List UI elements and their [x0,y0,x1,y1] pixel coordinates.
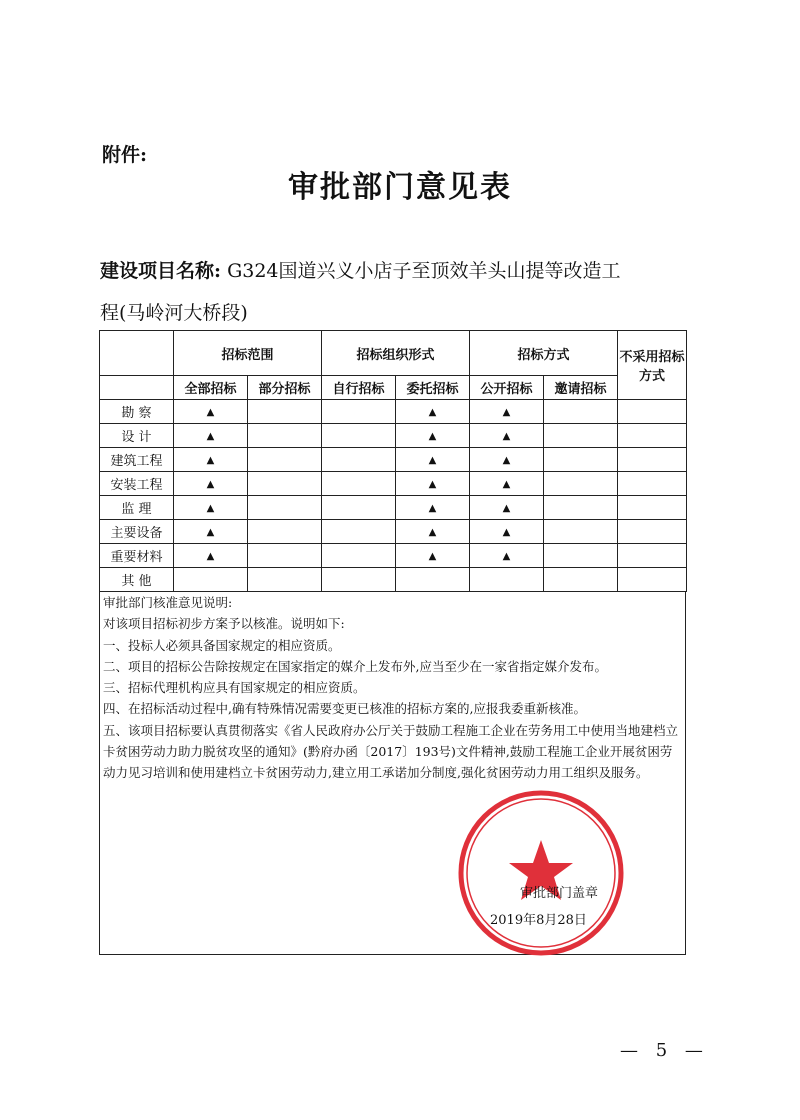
page-title: 审批部门意见表 [288,170,512,205]
empty-cell [470,568,544,592]
table-row [100,520,687,544]
triangle-icon: ▲ [206,407,215,418]
empty-cell [322,424,396,448]
triangle-icon: ▲ [206,527,215,538]
table-row [100,544,687,568]
empty-cell [248,496,322,520]
triangle-mark-cell [396,520,470,544]
notes-line: 二、项目的招标公告除按规定在国家指定的媒介上发布外,应当至少在一家省指定媒介发布。 [103,658,607,674]
seal-label: 审批部门盖章 [520,886,599,901]
notes-line: 一、投标人必须具备国家规定的相应资质。 [103,637,341,653]
project-name-line1: G324国道兴义小店子至顶效羊头山提等改造工 [227,260,621,282]
empty-cell [544,544,618,568]
row-label: 建筑工程 [100,448,174,472]
empty-cell [248,424,322,448]
empty-cell [544,472,618,496]
row-label: 其 他 [100,568,174,592]
triangle-icon: ▲ [206,503,215,514]
triangle-mark-cell [174,544,248,568]
notes-line: 三、招标代理机构应具有国家规定的相应资质。 [103,680,366,696]
empty-cell [248,568,322,592]
triangle-icon: ▲ [428,551,437,562]
approval-notes [103,592,681,784]
triangle-mark-cell [470,400,544,424]
table-row [100,448,687,472]
triangle-mark-cell [470,544,544,568]
empty-cell [544,496,618,520]
notes-line: 五、该项目招标要认真贯彻落实《省人民政府办公厅关于鼓励工程施工企业在劳务用工中使用当地建档立卡贫困劳动力助力脱贫攻坚的通知》(黔府办函〔2017〕193号)文件精神,鼓励工程施工企业开展贫困劳动力见习培训和使用建档立卡贫困劳动力,建立用工承诺加分制度,强化贫困劳动力用工组织及服务。 [103,722,679,781]
table-subheader-row [100,376,687,400]
subheader-cell: 自行招标 [322,376,396,400]
empty-cell [544,568,618,592]
row-label: 监 理 [100,496,174,520]
triangle-icon: ▲ [206,431,215,442]
triangle-mark-cell [174,448,248,472]
official-seal [456,788,626,958]
project-label: 建设项目名称: [100,260,222,282]
table-row [100,568,687,592]
triangle-mark-cell [174,472,248,496]
empty-cell [322,448,396,472]
attachment-label: 附件: [102,144,148,166]
row-label: 安装工程 [100,472,174,496]
project-name [100,250,720,334]
empty-cell [618,496,687,520]
triangle-mark-cell [396,496,470,520]
subheader-cell: 委托招标 [396,376,470,400]
tender-table [99,330,687,592]
empty-cell [618,424,687,448]
triangle-mark-cell [396,544,470,568]
table-row [100,496,687,520]
triangle-icon: ▲ [206,479,215,490]
empty-cell [544,448,618,472]
empty-cell [396,568,470,592]
empty-cell [322,544,396,568]
header-scope: 招标范围 [174,331,322,376]
empty-cell [618,544,687,568]
header-method: 招标方式 [470,331,618,376]
triangle-icon: ▲ [502,455,511,466]
triangle-mark-cell [396,472,470,496]
subheader-cell: 公开招标 [470,376,544,400]
triangle-icon: ▲ [502,503,511,514]
row-label: 勘 察 [100,400,174,424]
empty-cell [174,568,248,592]
triangle-mark-cell [470,520,544,544]
triangle-icon: ▲ [502,527,511,538]
triangle-icon: ▲ [428,431,437,442]
empty-cell [618,568,687,592]
notes-line: 对该项目招标初步方案予以核准。说明如下: [103,616,345,632]
triangle-mark-cell [174,496,248,520]
triangle-icon: ▲ [428,503,437,514]
row-label: 主要设备 [100,520,174,544]
empty-cell [322,496,396,520]
triangle-icon: ▲ [502,551,511,562]
table-header-row [100,331,687,376]
triangle-icon: ▲ [428,407,437,418]
empty-cell [248,472,322,496]
empty-cell [544,520,618,544]
subheader-cell: 邀请招标 [544,376,618,400]
triangle-icon: ▲ [206,455,215,466]
triangle-icon: ▲ [428,479,437,490]
table-corner-cell [100,331,174,376]
triangle-mark-cell [396,400,470,424]
triangle-mark-cell [174,424,248,448]
empty-cell [322,472,396,496]
empty-cell [322,400,396,424]
triangle-icon: ▲ [502,431,511,442]
triangle-mark-cell [470,424,544,448]
row-label: 重要材料 [100,544,174,568]
empty-cell [248,448,322,472]
empty-cell [248,400,322,424]
empty-cell [618,520,687,544]
triangle-mark-cell [470,472,544,496]
empty-cell [618,472,687,496]
triangle-mark-cell [396,424,470,448]
table-blank-cell [100,376,174,400]
triangle-icon: ▲ [428,455,437,466]
triangle-mark-cell [174,400,248,424]
empty-cell [322,568,396,592]
triangle-mark-cell [174,520,248,544]
empty-cell [618,400,687,424]
project-name-line2: 程(马岭河大桥段) [100,302,248,324]
page-number: — 5 — [620,1040,709,1061]
empty-cell [544,424,618,448]
empty-cell [248,544,322,568]
empty-cell [248,520,322,544]
triangle-mark-cell [470,496,544,520]
row-label: 设 计 [100,424,174,448]
header-organization: 招标组织形式 [322,331,470,376]
subheader-cell: 部分招标 [248,376,322,400]
triangle-icon: ▲ [502,407,511,418]
table-row [100,400,687,424]
table-row [100,424,687,448]
table-row [100,472,687,496]
triangle-icon: ▲ [206,551,215,562]
triangle-icon: ▲ [428,527,437,538]
notes-line: 审批部门核准意见说明: [103,595,233,610]
triangle-icon: ▲ [502,479,511,490]
empty-cell [322,520,396,544]
triangle-mark-cell [396,448,470,472]
subheader-cell: 全部招标 [174,376,248,400]
notes-line: 四、在招标活动过程中,确有特殊情况需要变更已核准的招标方案的,应报我委重新核准。 [103,701,586,717]
header-no-tender: 不采用招标方式 [618,331,687,400]
empty-cell [544,400,618,424]
seal-date: 2019年8月28日 [490,913,587,928]
triangle-mark-cell [470,448,544,472]
empty-cell [618,448,687,472]
